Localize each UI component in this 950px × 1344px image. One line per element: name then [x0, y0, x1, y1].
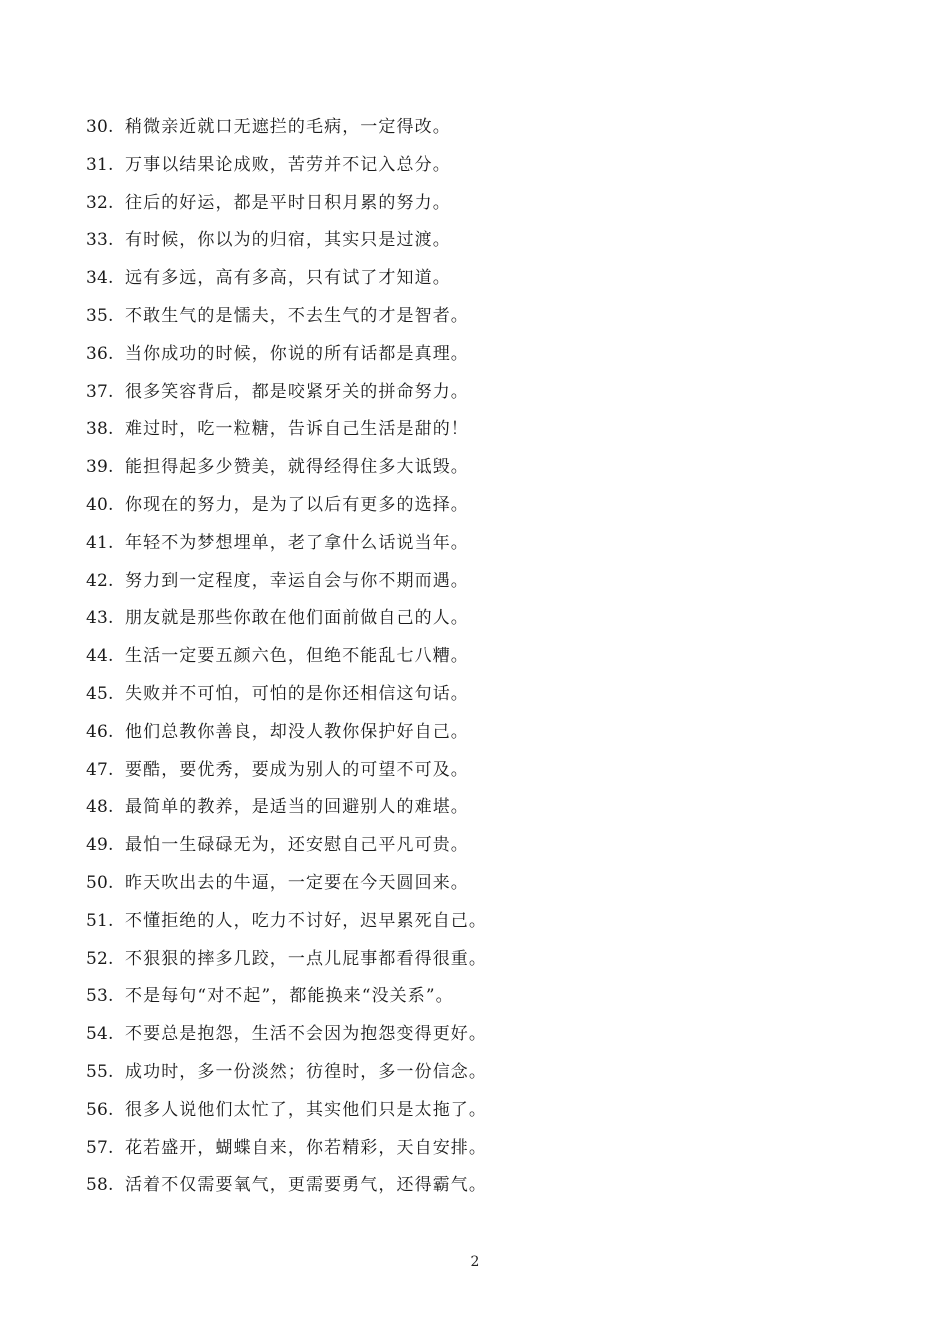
item-number: 56. [86, 1099, 114, 1120]
item-number: 33. [86, 230, 114, 251]
item-number: 45. [86, 683, 114, 704]
list-item [86, 411, 786, 449]
item-text: 能担得起多少赞美，就得经得住多大诋毁。 [125, 457, 469, 478]
item-text: 成功时，多一份淡然；彷徨时，多一份信念。 [125, 1061, 487, 1082]
item-number: 53. [86, 986, 114, 1007]
item-text: 有时候，你以为的归宿，其实只是过渡。 [125, 230, 451, 251]
item-number: 37. [86, 381, 114, 402]
list-item [86, 449, 786, 487]
list-item [86, 600, 786, 638]
item-number: 31. [86, 154, 114, 175]
item-text: 最怕一生碌碌无为，还安慰自己平凡可贵。 [125, 835, 469, 856]
list-item [86, 638, 786, 676]
item-text: 不狠狠的摔多几跤，一点儿屁事都看得很重。 [125, 948, 487, 969]
list-item [86, 789, 786, 827]
item-number: 54. [86, 1024, 114, 1045]
item-text: 朋友就是那些你敢在他们面前做自己的人。 [125, 608, 469, 629]
item-text: 万事以结果论成败，苦劳并不记入总分。 [125, 154, 451, 175]
item-number: 48. [86, 797, 114, 818]
item-text: 不要总是抱怨，生活不会因为抱怨变得更好。 [125, 1024, 487, 1045]
item-number: 34. [86, 268, 114, 289]
list-item [86, 714, 786, 752]
item-number: 50. [86, 872, 114, 893]
list-item [86, 1054, 786, 1092]
list-item [86, 336, 786, 374]
list-item [86, 1092, 786, 1130]
item-text: 你现在的努力，是为了以后有更多的选择。 [125, 494, 469, 515]
item-text: 不敢生气的是懦夫，不去生气的才是智者。 [125, 305, 469, 326]
item-text: 很多人说他们太忙了，其实他们只是太拖了。 [125, 1099, 487, 1120]
list-item [86, 978, 786, 1016]
item-number: 52. [86, 948, 114, 969]
item-text: 不是每句“对不起”，都能换来“没关系”。 [125, 986, 454, 1007]
list-item [86, 298, 786, 336]
item-number: 44. [86, 646, 114, 667]
item-number: 32. [86, 192, 114, 213]
item-number: 41. [86, 532, 114, 553]
list-item [86, 185, 786, 223]
item-text: 难过时，吃一粒糖，告诉自己生活是甜的！ [125, 419, 469, 440]
item-number: 49. [86, 835, 114, 856]
list-item [86, 827, 786, 865]
item-number: 35. [86, 305, 114, 326]
item-number: 58. [86, 1175, 114, 1196]
item-text: 生活一定要五颜六色，但绝不能乱七八糟。 [125, 646, 469, 667]
item-text: 远有多远，高有多高，只有试了才知道。 [125, 268, 451, 289]
item-number: 57. [86, 1137, 114, 1158]
list-item [86, 260, 786, 298]
item-number: 43. [86, 608, 114, 629]
list-item [86, 865, 786, 903]
list-item [86, 487, 786, 525]
item-text: 最简单的教养，是适当的回避别人的难堪。 [125, 797, 469, 818]
list-item [86, 563, 786, 601]
list-item [86, 903, 786, 941]
list-item [86, 374, 786, 412]
item-text: 往后的好运，都是平时日积月累的努力。 [125, 192, 451, 213]
item-text: 当你成功的时候，你说的所有话都是真理。 [125, 343, 469, 364]
list-item [86, 222, 786, 260]
item-text: 很多笑容背后，都是咬紧牙关的拼命努力。 [125, 381, 469, 402]
list-item [86, 525, 786, 563]
list-item [86, 147, 786, 185]
list-item [86, 1016, 786, 1054]
item-text: 活着不仅需要氧气，更需要勇气，还得霸气。 [125, 1175, 487, 1196]
item-number: 36. [86, 343, 114, 364]
item-number: 47. [86, 759, 114, 780]
item-text: 不懂拒绝的人，吃力不讨好，迟早累死自己。 [125, 910, 487, 931]
item-text: 稍微亲近就口无遮拦的毛病，一定得改。 [125, 117, 451, 137]
item-number: 55. [86, 1061, 114, 1082]
item-number: 42. [86, 570, 114, 591]
item-text: 要酷，要优秀，要成为别人的可望不可及。 [125, 759, 469, 780]
list-item [86, 109, 786, 147]
item-text: 失败并不可怕，可怕的是你还相信这句话。 [125, 683, 469, 704]
item-text: 年轻不为梦想埋单，老了拿什么话说当年。 [125, 532, 469, 553]
item-number: 30. [86, 117, 114, 137]
page-number: 2 [470, 1254, 480, 1270]
item-text: 努力到一定程度，幸运自会与你不期而遇。 [125, 570, 469, 591]
item-number: 39. [86, 457, 114, 478]
item-number: 38. [86, 419, 114, 440]
item-text: 花若盛开，蝴蝶自来，你若精彩，天自安排。 [125, 1137, 487, 1158]
item-number: 51. [86, 910, 114, 931]
item-number: 40. [86, 494, 114, 515]
list-item [86, 676, 786, 714]
list-item [86, 752, 786, 790]
item-text: 昨天吹出去的牛逼，一定要在今天圆回来。 [125, 872, 469, 893]
list-item [86, 1130, 786, 1168]
item-text: 他们总教你善良，却没人教你保护好自己。 [125, 721, 469, 742]
list-item [86, 941, 786, 979]
quote-list [86, 109, 786, 1205]
item-number: 46. [86, 721, 114, 742]
list-item [86, 1167, 786, 1205]
